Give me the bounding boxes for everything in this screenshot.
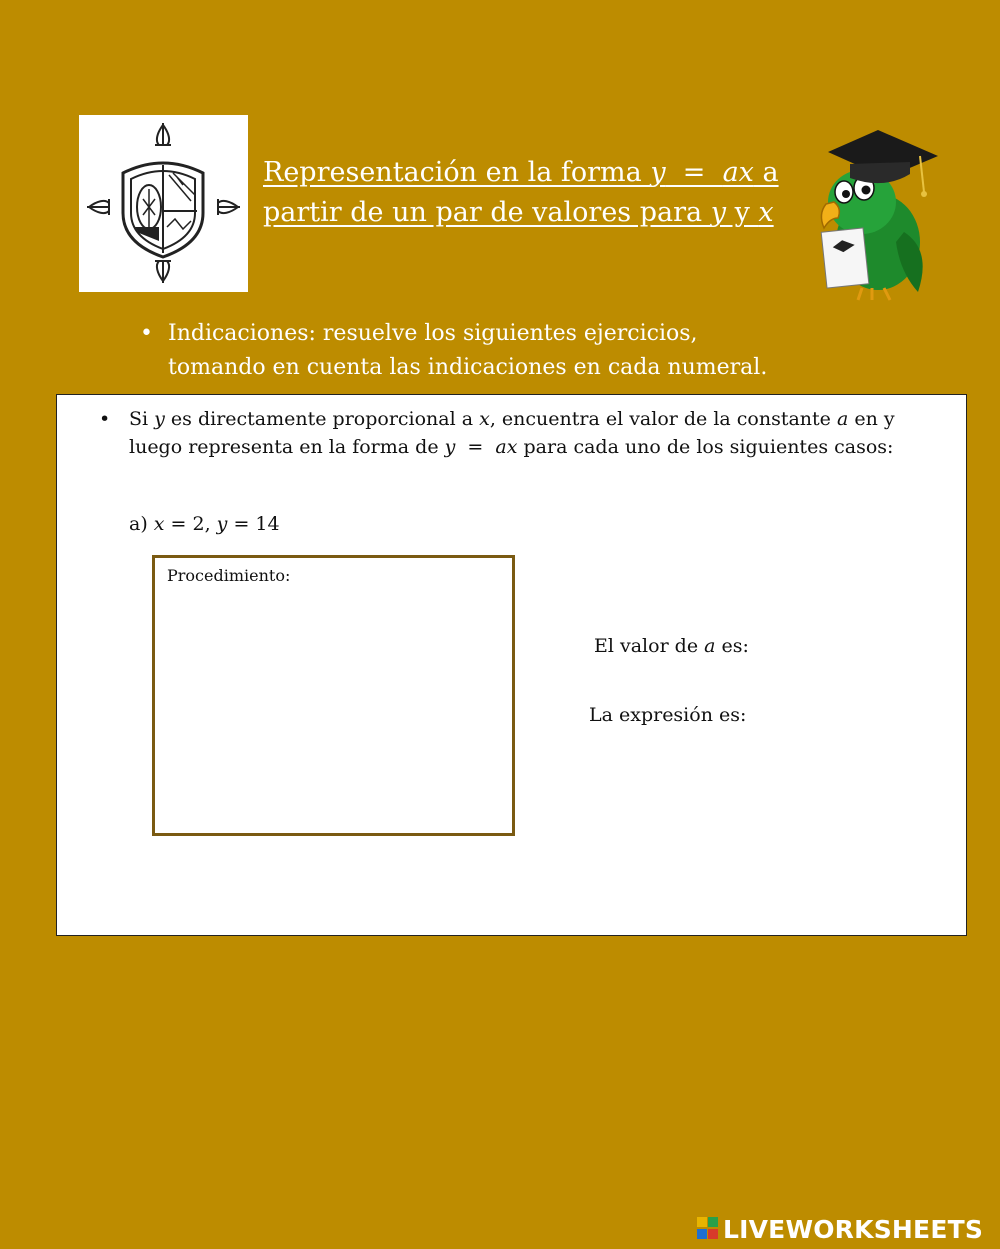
procedure-label: Procedimiento: (167, 566, 291, 585)
liveworksheets-logo-icon (697, 1217, 719, 1241)
procedure-box[interactable] (152, 555, 515, 836)
parrot-beak (821, 202, 839, 228)
instructions-line-1: Indicaciones: resuelve los siguientes ejercicios, (168, 321, 698, 346)
fleur-left-icon (87, 199, 109, 215)
instructions-line-2: tomando en cuenta las indicaciones en cada numeral. (168, 355, 768, 380)
fleur-top-icon (155, 123, 171, 145)
fleur-bottom-icon (155, 261, 171, 283)
case-a-label: a) x = 2, y = 14 (129, 513, 280, 535)
shield-icon (123, 163, 203, 257)
bullet: • (140, 321, 153, 346)
exercise-statement: • Si y es directamente proporcional a x, encuentra el valor de la constante a en y luego representa en la forma de y = ax para cada uno de los siguientes casos: (99, 408, 895, 458)
exercise-card (56, 394, 967, 936)
worksheet-title: Representación en la forma y = ax a partir de un par de valores para y y x (263, 157, 779, 228)
constant-value-label: El valor de a es: (594, 635, 749, 657)
liveworksheets-watermark (697, 1213, 983, 1245)
school-crest (79, 115, 248, 292)
instructions-block (140, 317, 860, 385)
expression-label: La expresión es: (589, 704, 747, 726)
graduate-parrot-mascot (800, 122, 945, 302)
watermark-text: LIVEWORKSHEETS (723, 1214, 984, 1244)
fleur-right-icon (218, 199, 240, 215)
diploma-icon (821, 228, 869, 288)
